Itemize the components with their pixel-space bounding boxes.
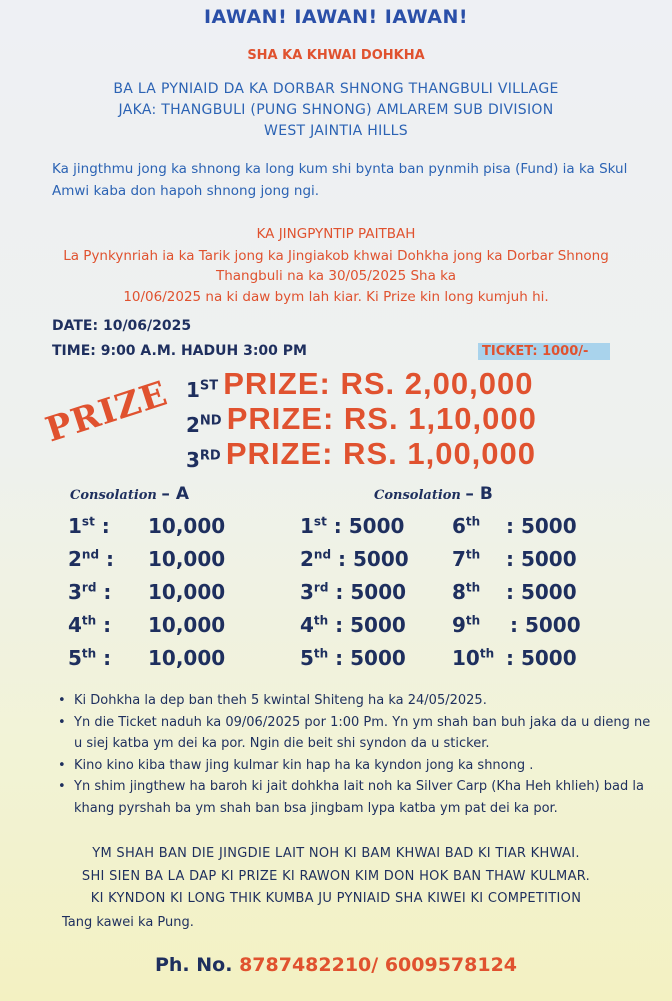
prize-amount: PRIZE: RS. 1,00,000 [225,436,537,471]
rules-list [58,690,658,819]
consolation-b-row: 4th : 5000 [300,613,406,637]
prize-amount: PRIZE: RS. 2,00,000 [223,366,534,401]
closing-line: Tang kawei ka Pung. [62,915,194,930]
rule-item: • Yn die Ticket naduh ka 09/06/2025 por 1:00 Pm. Yn ym shah ban buh jaka da u dieng ne u siej katba ym dei ka por. Ngin die beit shi syndon da u sticker. [58,712,658,755]
consolation-a-row: 1st : [68,514,110,538]
consolation-letter: – B [465,484,493,504]
prize-first [186,366,533,400]
consolation-b-amount: : 5000 [506,580,577,604]
consolation-a-row: 3rd : [68,580,112,604]
caps-rule-line-2: SHI SIEN BA LA DAP KI PRIZE KI RAWON KIM DON HOK BAN THAW KULMAR. [81,869,591,884]
caps-rule-line-3: KI KYNDON KI LONG THIK KUMBA JU PYNIAID SHA KIWEI KI COMPETITION [90,891,582,906]
prize-second [186,401,537,435]
rule-item: • Kino kino kiba thaw jing kulmar kin hap ha ka kyndon jong ka shnong . [58,755,658,777]
phone-numbers: 8787482210/ 6009578124 [239,954,518,976]
ticket-price-badge: TICKET: 1000/- [478,343,610,360]
prize-rank: 2 [186,413,200,437]
consolation-b-amount: : 5000 [506,514,577,538]
prize-rank-suffix: ST [199,378,219,394]
intro-paragraph: Ka jingthmu jong ka shnong ka long kum shi bynta ban pynmih pisa (Fund) ia ka Skul Amwi kaba don hapoh shnong jong ngi. [52,161,628,199]
organizer-line-3: WEST JAINTIA HILLS [264,123,408,139]
event-date: DATE: 10/06/2025 [52,318,192,334]
consolation-b-heading [374,484,493,504]
consolation-b-row: 2nd : 5000 [300,547,409,571]
notice-line-3: 10/06/2025 na ki daw bym lah kiar. Ki Prize kin long kumjuh hi. [123,289,549,305]
consolation-b-row: 3rd : 5000 [300,580,407,604]
consolation-a-row: 5th : [68,646,112,670]
poster-subtitle: SHA KA KHWAI DOHKHA [247,48,425,63]
prize-rank-suffix: ND [199,413,222,429]
prize-rank: 3 [186,448,200,472]
notice-line-1: La Pynkynriah ia ka Tarik jong ka Jingiakob khwai Dohkha jong ka Dorbar Shnong [63,248,609,264]
consolation-b-amount: : 5000 [506,547,577,571]
consolation-b-amount: : 5000 [506,646,577,670]
consolation-b-amount: : 5000 [510,613,581,637]
consolation-a-amount: 10,000 [148,613,226,637]
phone-label: Ph. No. [154,954,233,976]
consolation-letter: – A [161,484,189,504]
consolation-a-heading [70,484,189,504]
consolation-b-row: 10th [452,646,495,670]
prize-third [186,436,536,470]
consolation-label: Consolation [70,488,157,503]
consolation-b-row: 7th [452,547,481,571]
consolation-a-amount: 10,000 [148,547,226,571]
consolation-b-row: 5th : 5000 [300,646,406,670]
consolation-a-amount: 10,000 [148,646,226,670]
rule-item: • Yn shim jingthew ha baroh ki jait dohkha lait noh ka Silver Carp (Kha Heh khlieh) bad la khang pyrshah ba ym shah ban bsa jingbam lypa katba ym pat dei ka por. [58,776,658,819]
organizer-line-1: BA LA PYNIAID DA KA DORBAR SHNONG THANGBULI VILLAGE [113,81,559,97]
rule-item: • Ki Dohkha la dep ban theh 5 kwintal Shiteng ha ka 24/05/2025. [58,690,658,712]
prize-amount: PRIZE: RS. 1,10,000 [226,401,537,436]
consolation-b-row: 6th [452,514,481,538]
prize-rank: 1 [186,378,200,402]
consolation-b-row: 9th [452,613,481,637]
notice-heading: KA JINGPYNTIP PAITBAH [256,226,416,242]
organizer-line-2: JAKA: THANGBULI (PUNG SHNONG) AMLAREM SUB DIVISION [118,102,554,118]
prize-stamp: PRIZE [40,373,173,451]
consolation-a-row: 2nd : [68,547,115,571]
caps-rule-line-1: YM SHAH BAN DIE JINGDIE LAIT NOH KI BAM KHWAI BAD KI TIAR KHWAI. [92,846,580,861]
poster-title: IAWAN! IAWAN! IAWAN! [203,6,469,28]
notice-line-2: Thangbuli na ka 30/05/2025 Sha ka [215,268,457,284]
consolation-b-row: 1st : 5000 [300,514,405,538]
contact-phone [0,954,672,976]
consolation-a-amount: 10,000 [148,514,226,538]
consolation-b-row: 8th [452,580,481,604]
event-time: TIME: 9:00 A.M. HADUH 3:00 PM [52,343,307,359]
consolation-label: Consolation [374,488,461,503]
prize-rank-suffix: RD [199,448,221,464]
consolation-a-amount: 10,000 [148,580,226,604]
consolation-a-row: 4th : [68,613,112,637]
